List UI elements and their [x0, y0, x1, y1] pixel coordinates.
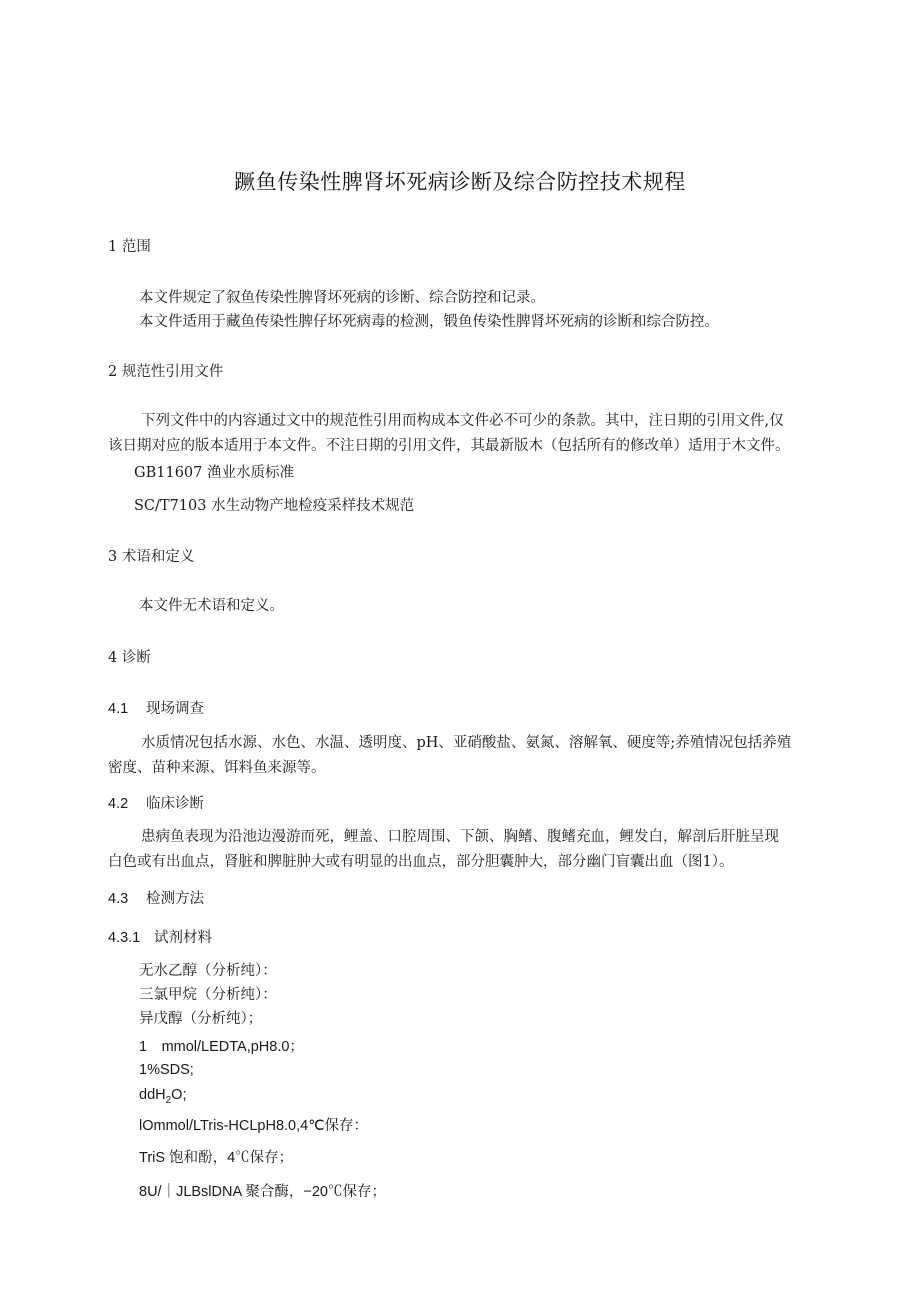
reagent-item: 1 mmol/LEDTA,pH8.0； — [139, 1039, 304, 1055]
section-2-paragraph-line-1: 下列文件中的内容通过文中的规范性引用而构成本文件必不可少的条款。其中，注日期的引用文件,仅 — [141, 413, 784, 429]
section-4-2-title: 临床诊断 — [146, 796, 204, 812]
section-4-1-title: 现场调查 — [146, 701, 204, 717]
section-4-2-heading — [108, 792, 204, 813]
section-2-heading: 2 规范性引用文件 — [108, 364, 224, 380]
section-4-3-title: 检测方法 — [146, 891, 204, 907]
section-4-1-number: 4.1 — [108, 701, 129, 717]
reagent-item: 无水乙醇（分析纯）： — [139, 963, 277, 979]
reagent-ddh-text: ddH — [139, 1087, 166, 1103]
reagent-item: TriS 饱和酚，4℃保存； — [139, 1150, 294, 1166]
section-1-paragraph-1: 本文件规定了叙鱼传染性脾肾坏死病的诊断、综合防控和记录。 — [139, 290, 545, 306]
section-3-heading: 3 术语和定义 — [108, 549, 195, 565]
reagent-item: 异戊醇（分析纯）； — [139, 1011, 263, 1027]
document-title: 蹶鱼传染性脾肾坏死病诊断及综合防控技术规程 — [234, 170, 686, 194]
section-4-2-number: 4.2 — [108, 796, 129, 812]
section-3-paragraph: 本文件无术语和定义。 — [139, 598, 284, 614]
section-4-2-line-2: 白色或有出血点，肾脏和脾脏肿大或有明显的出血点，部分胆囊肿大，部分幽门盲囊出血（图1）。 — [108, 854, 734, 870]
reference-gb11607: GB11607 渔业水质标准 — [134, 465, 294, 481]
section-4-3-1-heading — [108, 926, 212, 947]
section-4-1-heading — [108, 697, 204, 718]
reagent-o-text: O; — [171, 1087, 187, 1103]
section-4-3-heading — [108, 887, 204, 908]
reagent-item-ddh2o — [139, 1087, 186, 1106]
reference-sct7103: SC/T7103 水生动物产地检疫采样技术规范 — [134, 498, 415, 514]
section-4-2-line-1: 患病鱼表现为沿池边漫游而死，鲤盖、口腔周围、下颌、胸鳍、腹鳍充血，鲤发白，解剖后肝脏呈现 — [141, 829, 779, 845]
section-1-heading: 1 范围 — [108, 239, 151, 255]
section-4-3-1-title: 试剂材料 — [154, 930, 212, 946]
reagent-item: lOmmol/LTris-HCLpH8.0,4℃保存： — [139, 1118, 368, 1134]
section-4-3-1-number: 4.3.1 — [108, 930, 141, 946]
reagent-item: 8U/｜JLBslDNA 聚合酶，−20℃保存； — [139, 1184, 386, 1200]
section-1-paragraph-2: 本文件适用于藏鱼传染性脾仔坏死病毒的检测，锻鱼传染性脾肾坏死病的诊断和综合防控。 — [139, 314, 719, 330]
reagent-subscript: 2 — [165, 1094, 172, 1106]
section-4-3-number: 4.3 — [108, 891, 129, 907]
section-4-1-line-2: 密度、苗种来源、饵料鱼来源等。 — [108, 760, 326, 776]
reagent-item: 三氯甲烷（分析纯）： — [139, 987, 277, 1003]
section-4-heading: 4 诊断 — [108, 650, 151, 666]
section-4-1-line-1: 水质情况包括水源、水色、水温、透明度、pH、亚硝酸盐、氨氮、溶解氧、硬度等;养殖情况包括养殖 — [141, 735, 792, 751]
section-2-paragraph-line-2: 该日期对应的版本适用于本文件。不注日期的引用文件，其最新版木（包括所有的修改单）适用于木文件。 — [108, 438, 790, 454]
reagent-item: 1%SDS; — [139, 1062, 194, 1078]
